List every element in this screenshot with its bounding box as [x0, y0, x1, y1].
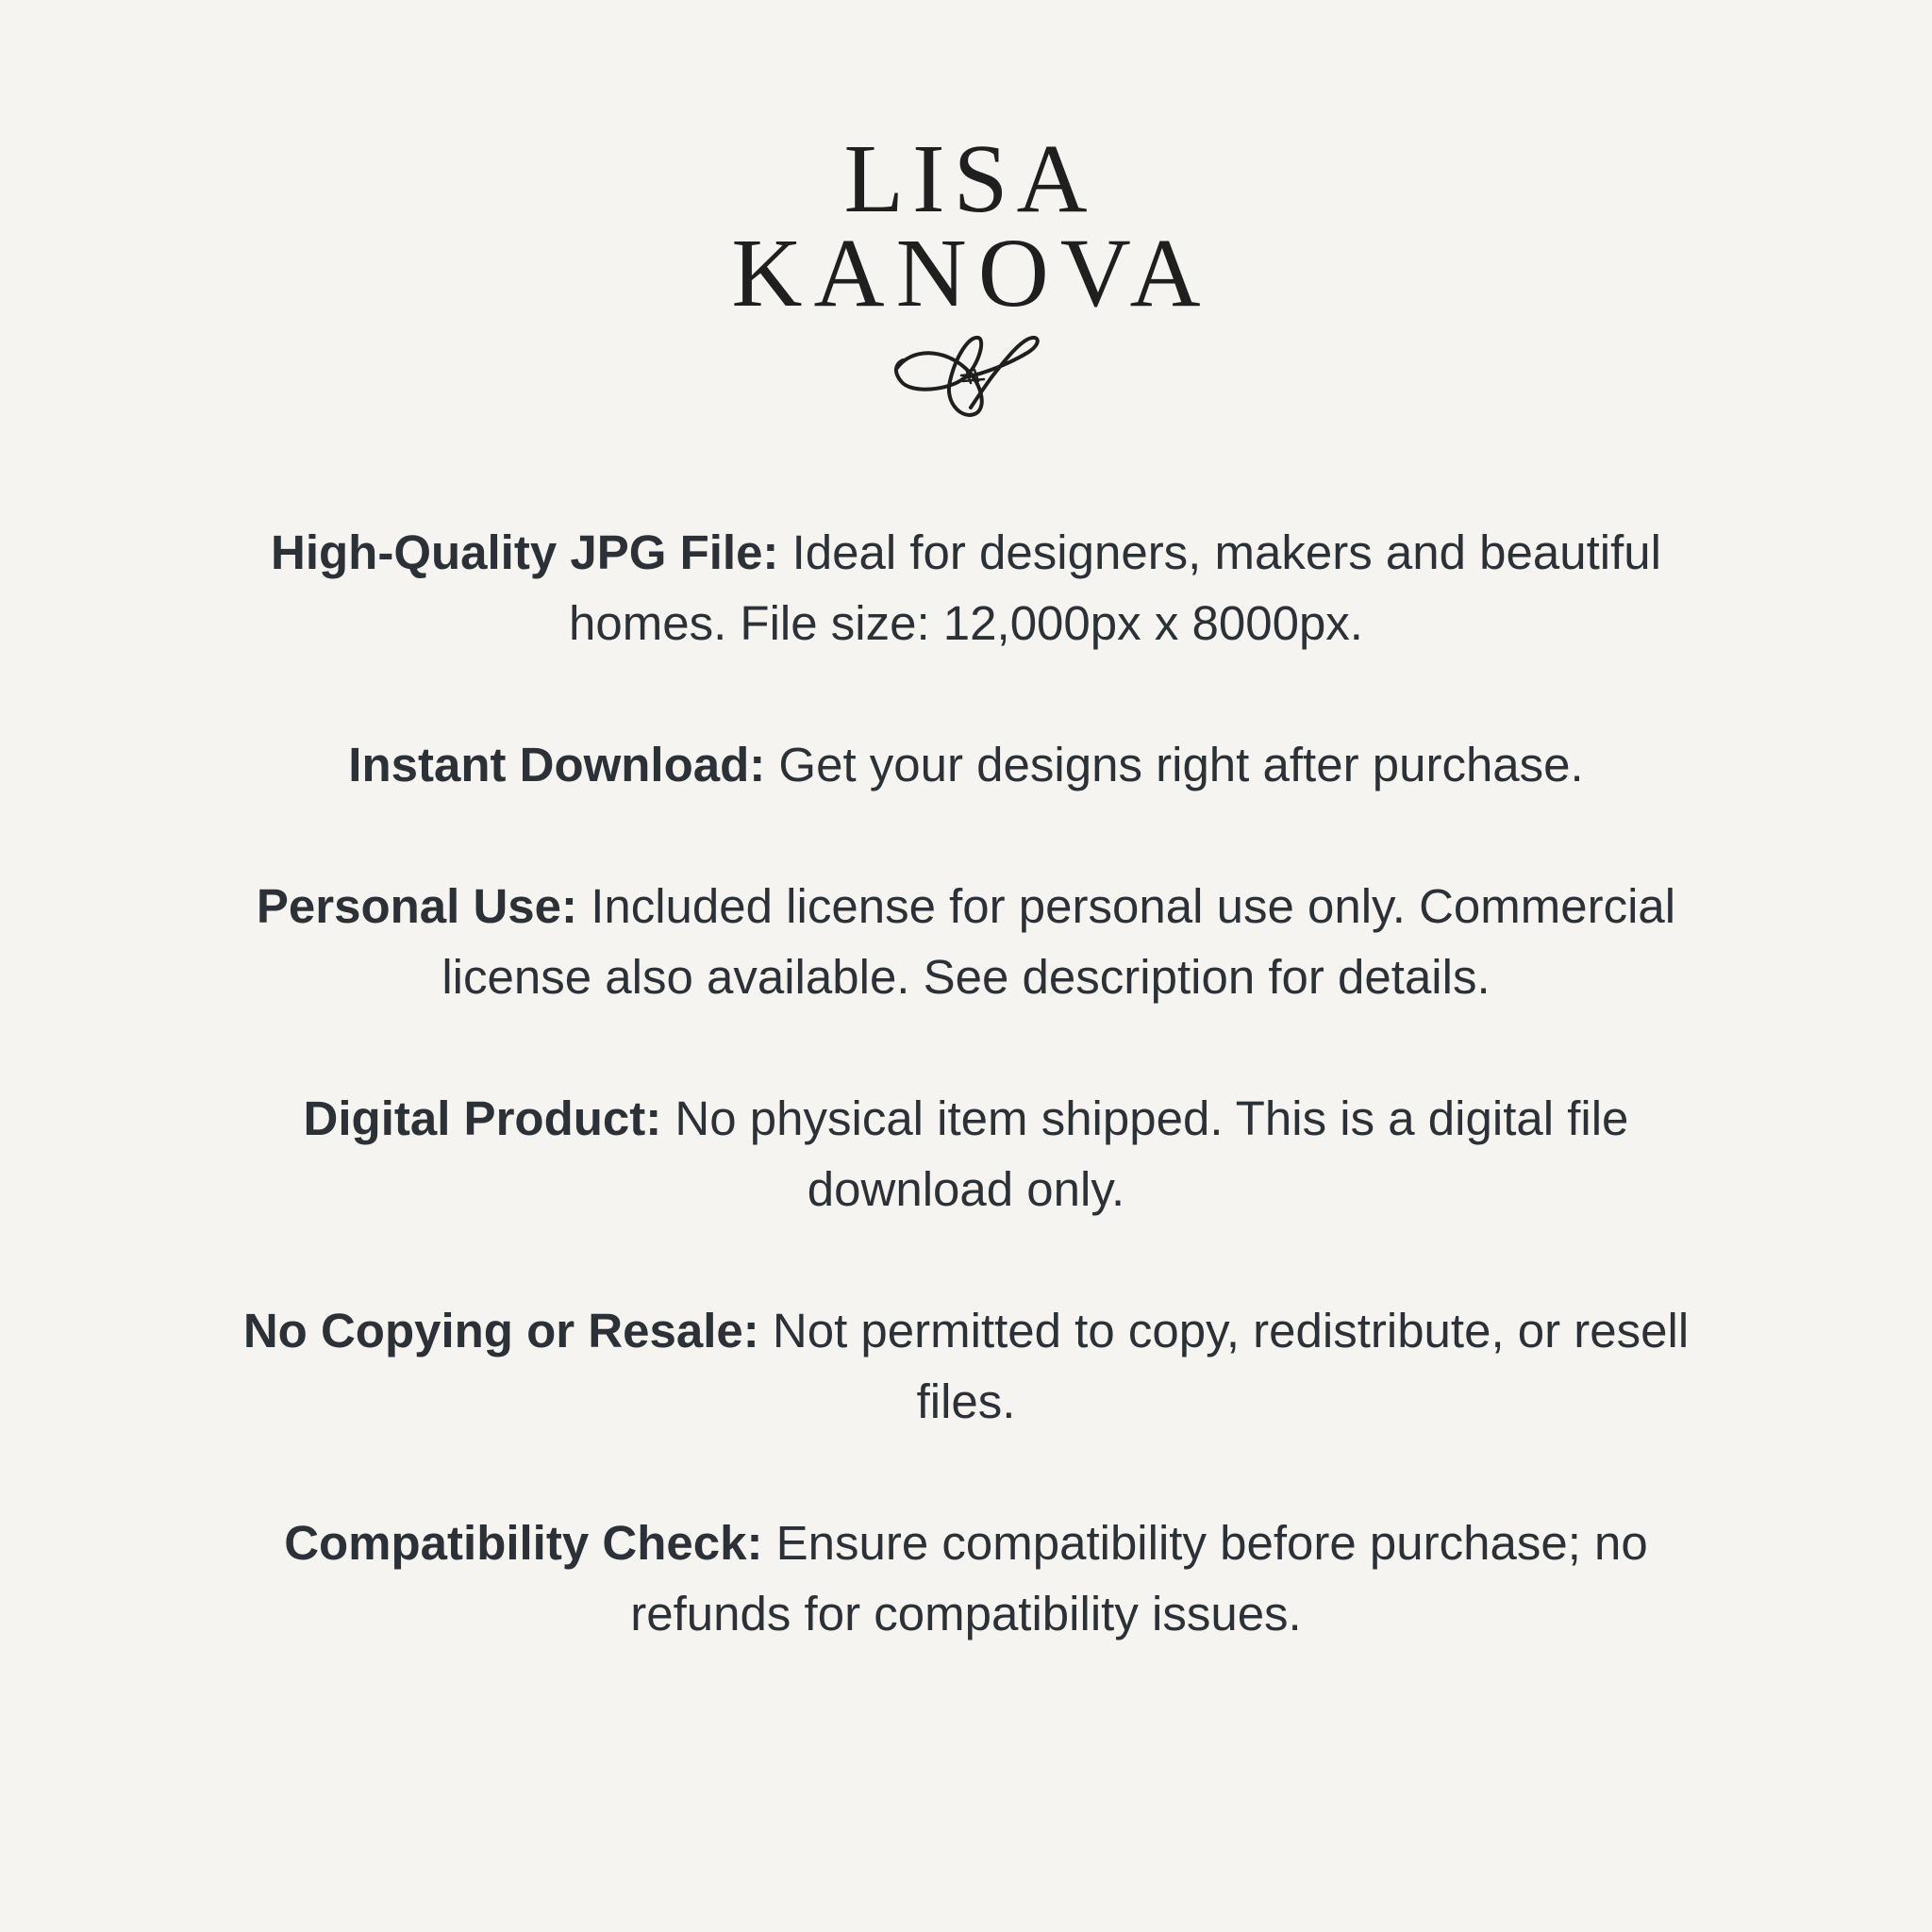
brand-logo: [0, 125, 1932, 423]
info-text: No physical item shipped. This is a digital file download only.: [675, 1091, 1629, 1216]
logo-last-name: KANOVA: [731, 219, 1212, 327]
info-label: High-Quality JPG File:: [271, 525, 779, 579]
info-text: Ideal for designers, makers and beautiful homes. File size: 12,000px x 8000px.: [569, 525, 1661, 650]
info-text: Get your designs right after purchase.: [778, 738, 1584, 791]
info-text: Not permitted to copy, redistribute, or resell files.: [772, 1304, 1690, 1428]
info-item-digital-product: [198, 1083, 1734, 1224]
info-label: No Copying or Resale:: [242, 1304, 759, 1357]
info-text: Included license for personal use only. Commercial license also available. See description for details.: [441, 879, 1676, 1004]
product-info-list: [198, 517, 1734, 1720]
info-item-compatibility: [198, 1507, 1734, 1649]
info-label: Personal Use:: [256, 879, 578, 933]
info-item-instant-download: [198, 729, 1734, 800]
info-item-high-quality: [198, 517, 1734, 658]
info-label: Compatibility Check:: [284, 1516, 763, 1570]
info-text: Ensure compatibility before purchase; no refunds for compatibility issues.: [630, 1516, 1648, 1641]
info-item-no-copying: [198, 1295, 1734, 1437]
info-item-personal-use: [198, 871, 1734, 1012]
flourish-icon: [886, 328, 1046, 423]
logo-first-name: LISA: [843, 125, 1096, 233]
info-label: Instant Download:: [348, 738, 766, 791]
info-label: Digital Product:: [303, 1091, 662, 1145]
